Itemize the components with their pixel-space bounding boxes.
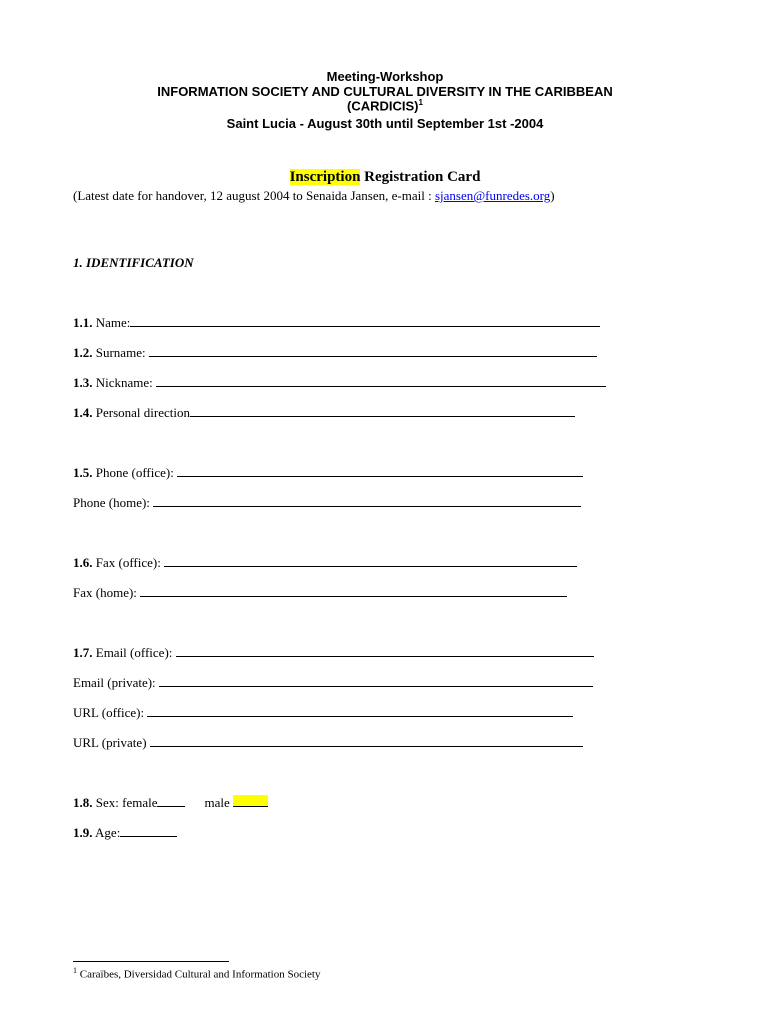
phone-office-label: Phone (office): <box>92 465 178 480</box>
male-input-line[interactable] <box>233 795 268 807</box>
fax-office-label: Fax (office): <box>92 555 165 570</box>
url-private-label: URL (private) <box>73 735 150 750</box>
field-number: 1.3. <box>73 375 93 390</box>
fax-home-label: Fax (home): <box>73 585 141 600</box>
email-office-field-row <box>73 645 594 661</box>
url-private-field-row <box>73 735 583 751</box>
direction-input-line[interactable] <box>190 405 575 417</box>
field-number: 1.8. <box>73 795 93 810</box>
name-field-row <box>73 315 600 331</box>
note-suffix: ) <box>550 188 555 203</box>
phone-home-input-line[interactable] <box>153 495 581 507</box>
direction-field-row <box>73 405 575 421</box>
direction-label: Personal direction <box>92 405 190 420</box>
sex-male-label: male <box>204 795 233 810</box>
title-rest: Registration Card <box>360 169 481 185</box>
phone-office-input-line[interactable] <box>177 465 583 477</box>
name-input-line[interactable] <box>130 315 600 327</box>
title-highlight: Inscription <box>289 169 361 185</box>
surname-field-row <box>73 345 597 361</box>
surname-input-line[interactable] <box>149 345 597 357</box>
url-private-input-line[interactable] <box>150 735 583 747</box>
field-number: 1.1. <box>73 315 93 330</box>
acronym-text: (CARDICIS) <box>347 98 419 114</box>
field-number: 1.9. <box>73 825 93 840</box>
phone-home-field-row <box>73 495 581 511</box>
nickname-input-line[interactable] <box>156 375 606 387</box>
fax-office-input-line[interactable] <box>164 555 577 567</box>
field-number: 1.6. <box>73 555 93 570</box>
phone-home-label: Phone (home): <box>73 495 154 510</box>
url-office-label: URL (office): <box>73 705 148 720</box>
section-heading: 1. IDENTIFICATION <box>73 255 194 270</box>
footnote-text: Caraïbes, Diversidad Cultural and Information Society <box>77 968 321 981</box>
sex-field-row <box>73 795 268 811</box>
card-title <box>0 169 770 186</box>
workshop-title: INFORMATION SOCIETY AND CULTURAL DIVERSITY IN THE CARIBBEAN <box>157 84 613 99</box>
email-office-input-line[interactable] <box>176 645 594 657</box>
phone-office-field-row <box>73 465 583 481</box>
footnote-ref: 1 <box>418 98 423 107</box>
email-office-label: Email (office): <box>92 645 176 660</box>
fax-home-field-row <box>73 585 567 601</box>
surname-label: Surname: <box>92 345 149 360</box>
sex-female-label: Sex: female <box>92 795 158 810</box>
meeting-label: Meeting-Workshop <box>326 69 444 84</box>
fax-office-field-row <box>73 555 577 571</box>
field-number: 1.7. <box>73 645 93 660</box>
workshop-acronym <box>0 98 770 113</box>
footnote-mark: 1 <box>73 966 77 975</box>
email-private-label: Email (private): <box>73 675 159 690</box>
age-input-line[interactable] <box>120 825 177 837</box>
field-number: 1.2. <box>73 345 93 360</box>
note-prefix: (Latest date for handover, 12 august 2004 to Senaida Jansen, e-mail : <box>73 188 435 203</box>
nickname-label: Nickname: <box>92 375 157 390</box>
name-label: Name: <box>92 315 131 330</box>
handover-note <box>73 188 555 204</box>
age-field-row <box>73 825 177 841</box>
email-private-field-row <box>73 675 593 691</box>
footnote-separator <box>73 961 229 962</box>
url-office-field-row <box>73 705 573 721</box>
contact-email-link[interactable]: sjansen@funredes.org <box>434 188 551 203</box>
field-number: 1.4. <box>73 405 93 420</box>
field-number: 1.5. <box>73 465 93 480</box>
female-input-line[interactable] <box>157 795 185 807</box>
nickname-field-row <box>73 375 606 391</box>
email-private-input-line[interactable] <box>159 675 593 687</box>
fax-home-input-line[interactable] <box>140 585 567 597</box>
workshop-date-location: Saint Lucia - August 30th until September 1st -2004 <box>226 116 544 131</box>
age-label: Age: <box>92 825 121 840</box>
url-office-input-line[interactable] <box>147 705 573 717</box>
footnote <box>73 966 320 981</box>
